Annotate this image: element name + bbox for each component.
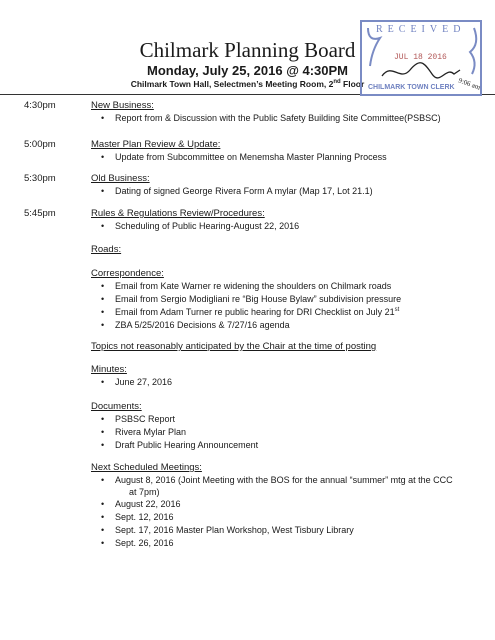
agenda-time: 5:30pm — [24, 173, 56, 184]
meeting-date: Monday, July 25, 2016 @ 4:30PM — [146, 63, 349, 78]
stamp-bracket-right — [470, 28, 476, 74]
list-item-text: Draft Public Hearing Announcement — [115, 440, 259, 450]
agenda-time: 4:30pm — [24, 100, 56, 111]
bullet-icon: • — [101, 538, 105, 548]
location-tail: Floor — [340, 79, 365, 89]
section-heading: Old Business: — [91, 173, 150, 184]
stamp-received-label: RECEIVED — [376, 24, 466, 35]
list-item-text: Email from Kate Warner re widening the shoulders on Chilmark roads — [115, 281, 392, 291]
section-heading: Documents: — [91, 401, 142, 412]
handwritten-signature — [382, 63, 460, 78]
bullet-icon: • — [101, 294, 105, 304]
list-item-text: Rivera Mylar Plan — [115, 427, 187, 437]
list-item-continuation: at 7pm) — [129, 487, 160, 497]
list-item-text: Report from & Discussion with the Public Safety Building Site Committee(PSBSC) — [115, 113, 441, 123]
list-item-text: Sept. 17, 2016 Master Plan Workshop, West Tisbury Library — [115, 525, 354, 535]
list-item-text: Sept. 12, 2016 — [115, 512, 174, 522]
list-item — [101, 525, 354, 535]
section-heading: Correspondence: — [91, 268, 164, 279]
section-heading: Next Scheduled Meetings: — [91, 462, 202, 473]
section-heading: Roads: — [91, 244, 122, 255]
agenda-time: 5:00pm — [24, 139, 56, 150]
list-item-text: Email from Sergio Modigliani re “Big House Bylaw” subdivision pressure — [115, 294, 402, 304]
list-item-text: June 27, 2016 — [115, 377, 173, 387]
bullet-icon: • — [101, 440, 105, 450]
bullet-icon: • — [101, 475, 105, 485]
bullet-icon: • — [101, 512, 105, 522]
list-item — [101, 440, 258, 450]
list-item — [101, 512, 174, 522]
list-item — [101, 221, 299, 231]
bullet-icon: • — [101, 427, 105, 437]
bullet-icon: • — [101, 320, 105, 330]
page-title: Chilmark Planning Board — [139, 38, 356, 62]
bullet-icon: • — [101, 414, 105, 424]
location-superscript: nd — [333, 79, 341, 86]
list-item — [101, 499, 181, 509]
section-heading: Master Plan Review & Update: — [91, 139, 221, 150]
list-item-text: Dating of signed George Rivera Form A mylar (Map 17, Lot 21.1) — [115, 186, 373, 196]
bullet-icon: • — [101, 377, 105, 387]
bullet-icon: • — [101, 281, 105, 291]
list-item — [101, 281, 391, 291]
received-stamp — [360, 20, 482, 96]
bullet-icon: • — [101, 221, 105, 231]
stamp-clerk-label: CHILMARK TOWN CLERK — [368, 84, 455, 91]
list-item — [101, 414, 175, 424]
list-item — [101, 186, 373, 196]
list-item-text: August 8, 2016 (Joint Meeting with the BOS for the annual “summer” mtg at the CCC — [115, 475, 453, 485]
list-item-text: August 22, 2016 — [115, 499, 181, 509]
list-item — [101, 294, 401, 304]
list-item-superscript: st — [394, 307, 400, 313]
bullet-icon: • — [101, 152, 105, 162]
list-item — [101, 427, 186, 437]
bullet-icon: • — [101, 113, 105, 123]
section-heading: Minutes: — [91, 364, 127, 375]
bullet-icon: • — [101, 525, 105, 535]
location-text: Chilmark Town Hall, Selectmen’s Meeting Room, 2 — [130, 79, 334, 89]
handwritten-time: 9:06 am — [457, 76, 482, 92]
bullet-icon: • — [101, 499, 105, 509]
list-item — [101, 475, 453, 485]
section-heading: New Business: — [91, 100, 154, 111]
list-item — [101, 113, 441, 123]
bullet-icon: • — [101, 307, 105, 317]
list-item — [101, 377, 172, 387]
list-item — [101, 152, 387, 162]
stamp-date: JUL 18 2016 — [394, 53, 447, 62]
list-item-text: Scheduling of Public Hearing-August 22, 2016 — [115, 221, 300, 231]
agenda-time: 5:45pm — [24, 208, 56, 219]
list-item-text: PSBSC Report — [115, 414, 176, 424]
list-item-text: ZBA 5/25/2016 Decisions & 7/27/16 agenda — [115, 320, 290, 330]
list-item-text: Sept. 26, 2016 — [115, 538, 174, 548]
list-item — [101, 538, 174, 548]
bullet-icon: • — [101, 186, 105, 196]
list-item — [101, 320, 290, 330]
list-item-text: Email from Adam Turner re public hearing for DRI Checklist on July 21 — [115, 307, 395, 317]
section-heading: Topics not reasonably anticipated by the Chair at the time of posting — [91, 341, 377, 352]
list-item-text: Update from Subcommittee on Menemsha Master Planning Process — [115, 152, 387, 162]
section-heading: Rules & Regulations Review/Procedures: — [91, 208, 265, 219]
list-item — [101, 307, 399, 317]
